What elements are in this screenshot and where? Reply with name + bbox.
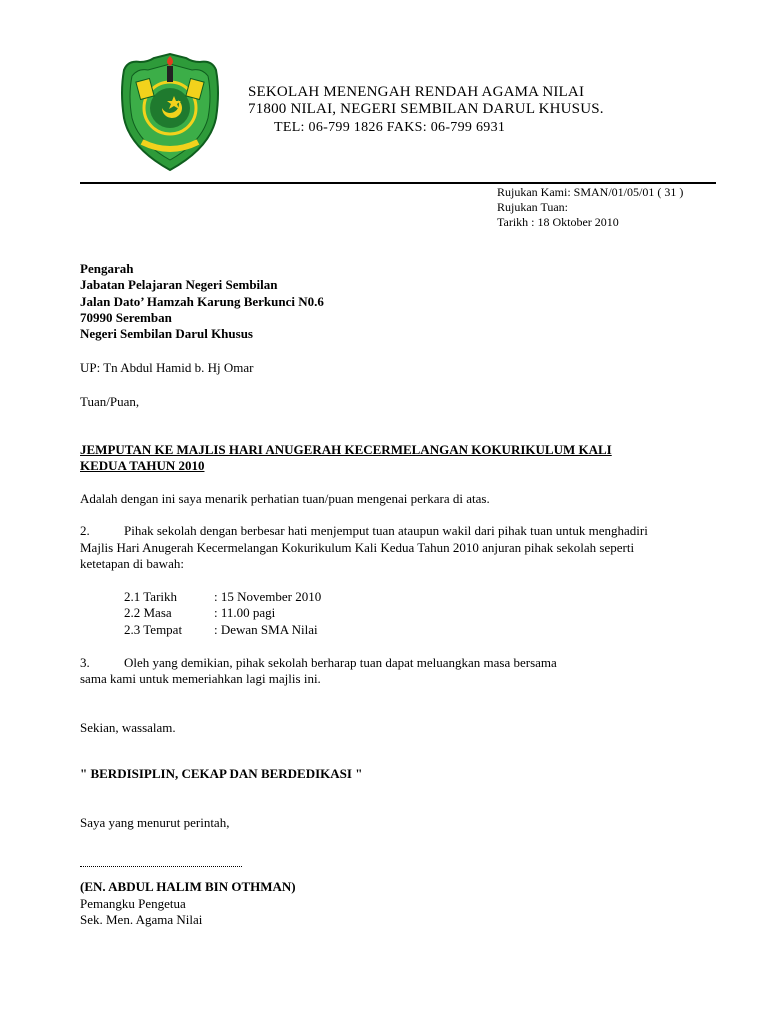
your-reference: Rujukan Tuan: <box>497 200 569 214</box>
school-address: 71800 NILAI, NEGERI SEMBILAN DARUL KHUSUS. <box>248 101 604 117</box>
paragraph-2-line: Pihak sekolah dengan berbesar hati menjemput tuan ataupun wakil dari pihak tuan untuk menghadiri <box>124 523 648 538</box>
recipient-line: 70990 Seremban <box>80 310 172 325</box>
salutation: Tuan/Puan, <box>80 394 140 409</box>
sign-off: Saya yang menurut perintah, <box>80 815 230 830</box>
paragraph-3-number: 3. <box>80 655 90 670</box>
detail-value-venue: : Dewan SMA Nilai <box>214 622 318 637</box>
school-contact: TEL: 06-799 1826 FAKS: 06-799 6931 <box>274 120 506 135</box>
header-divider <box>80 182 716 184</box>
subject-line: KEDUA TAHUN 2010 <box>80 458 205 473</box>
our-reference: Rujukan Kami: SMAN/01/05/01 ( 31 ) <box>497 185 684 199</box>
detail-value-time: : 11.00 pagi <box>214 605 276 620</box>
detail-value-date: : 15 November 2010 <box>214 589 322 604</box>
paragraph-2-number: 2. <box>80 523 90 538</box>
paragraph-1: Adalah dengan ini saya menarik perhatian tuan/puan mengenai perkara di atas. <box>80 491 490 506</box>
recipient-line: Jabatan Pelajaran Negeri Sembilan <box>80 277 278 292</box>
paragraph-2-line: Majlis Hari Anugerah Kecermelangan Kokurikulum Kali Kedua Tahun 2010 anjuran pihak sekolah seperti <box>80 540 635 555</box>
school-motto: " BERDISIPLIN, CEKAP DAN BERDEDIKASI " <box>80 766 363 781</box>
paragraph-2-line: ketetapan di bawah: <box>80 556 184 571</box>
subject-line: JEMPUTAN KE MAJLIS HARI ANUGERAH KECERMELANGAN KOKURIKULUM KALI <box>80 442 612 457</box>
detail-label-venue: 2.3 Tempat <box>124 622 183 637</box>
letter-date: Tarikh : 18 Oktober 2010 <box>497 215 619 229</box>
recipient-line: Negeri Sembilan Darul Khusus <box>80 326 253 341</box>
paragraph-3-line: sama kami untuk memeriahkan lagi majlis ini. <box>80 671 321 686</box>
attention-line: UP: Tn Abdul Hamid b. Hj Omar <box>80 360 254 375</box>
paragraph-3-line: Oleh yang demikian, pihak sekolah berharap tuan dapat meluangkan masa bersama <box>124 655 557 670</box>
recipient-line: Jalan Dato’ Hamzah Karung Berkunci N0.6 <box>80 294 324 309</box>
closing: Sekian, wassalam. <box>80 720 176 735</box>
school-crest-logo <box>118 52 222 172</box>
recipient-line: Pengarah <box>80 261 134 276</box>
signatory-name: (EN. ABDUL HALIM BIN OTHMAN) <box>80 879 296 894</box>
detail-label-time: 2.2 Masa <box>124 605 172 620</box>
signatory-title: Pemangku Pengetua <box>80 896 186 911</box>
school-name: SEKOLAH MENENGAH RENDAH AGAMA NILAI <box>248 84 585 100</box>
signatory-organization: Sek. Men. Agama Nilai <box>80 912 203 927</box>
detail-label-date: 2.1 Tarikh <box>124 589 178 604</box>
signature-line <box>80 865 242 867</box>
